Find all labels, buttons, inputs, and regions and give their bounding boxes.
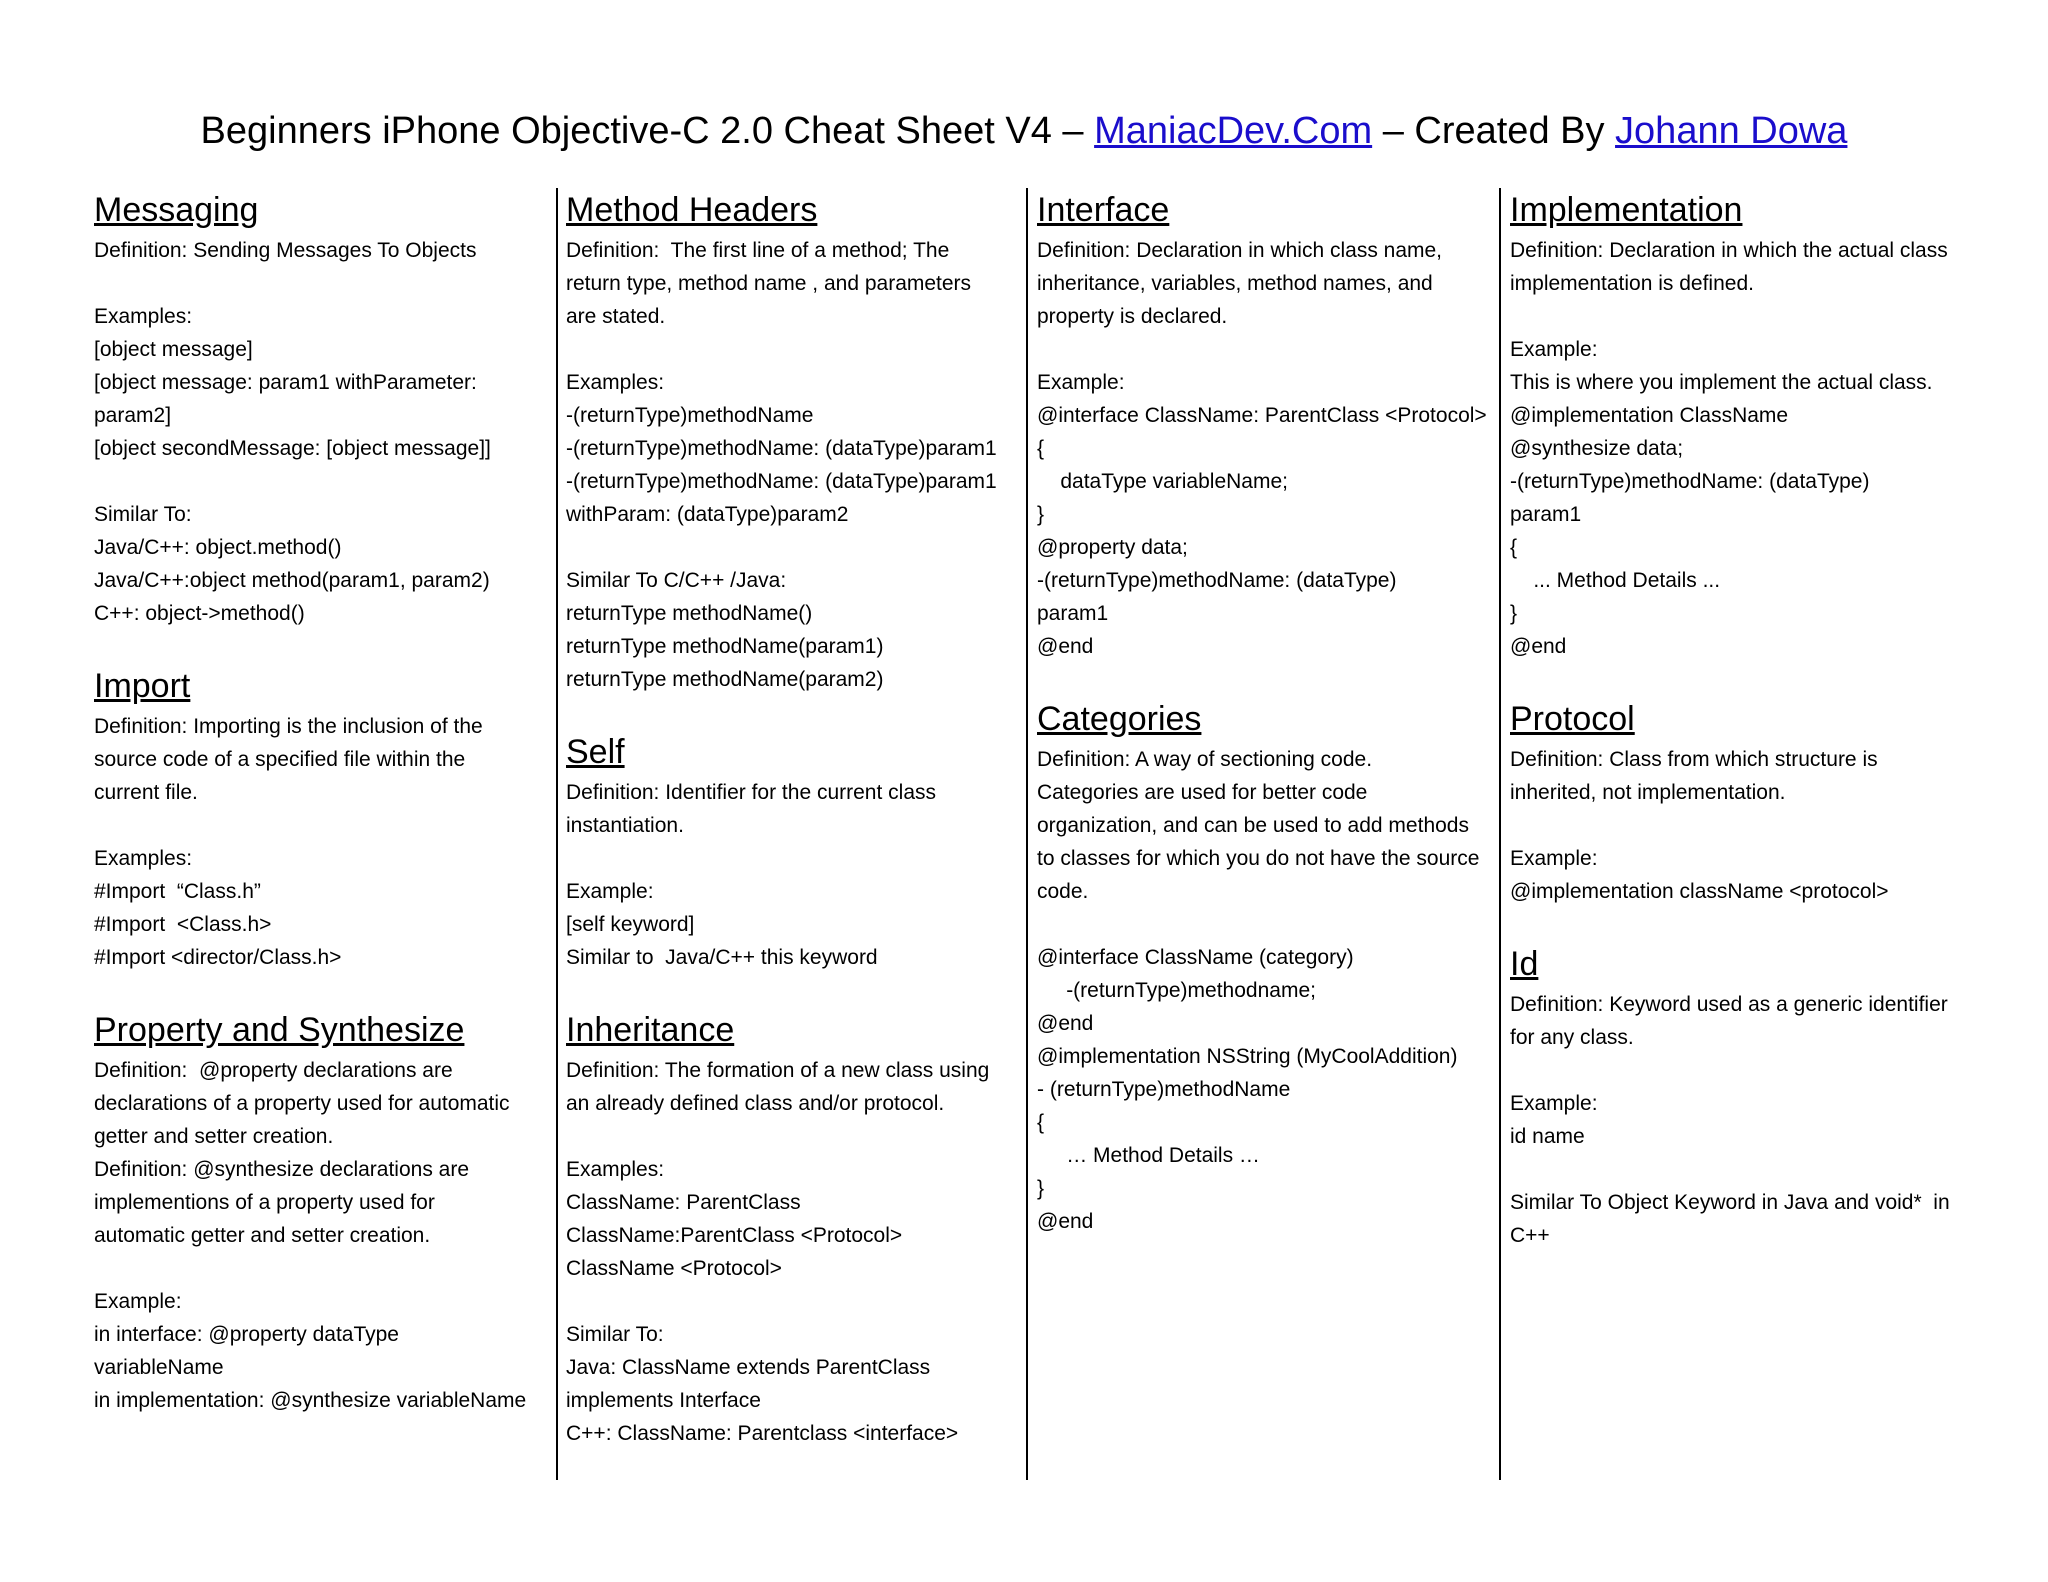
maniacdev-link[interactable]: ManiacDev.Com <box>1094 110 1373 152</box>
text-line: param2] <box>94 404 172 427</box>
text-line: for any class. <box>1510 1026 1634 1049</box>
section-self <box>566 730 1018 974</box>
text-line: C++: ClassName: Parentclass <interface> <box>566 1422 959 1445</box>
text-line: @implementation NSString (MyCoolAddition) <box>1037 1045 1458 1068</box>
text-line: [object message: param1 withParameter: <box>94 371 477 394</box>
section-heading: Self <box>566 733 625 771</box>
text-line: code. <box>1037 880 1089 903</box>
title-middle: – Created By <box>1372 110 1616 152</box>
text-line: source code of a specified file within the <box>94 748 466 771</box>
text-line: Definition: @property declarations are <box>94 1059 453 1082</box>
text-line: - (returnType)methodName <box>1037 1078 1291 1101</box>
blank-line <box>1037 908 1489 941</box>
text-line: Similar To: <box>94 503 192 526</box>
text-line: inherited, not implementation. <box>1510 781 1786 804</box>
text-line: @end <box>1037 635 1094 658</box>
text-line: Definition: @synthesize declarations are <box>94 1158 470 1181</box>
section-heading: Interface <box>1037 191 1170 229</box>
text-line: Examples: <box>94 305 193 328</box>
section-heading: Messaging <box>94 191 259 229</box>
text-line: -(returnType)methodName: (dataType)param1 <box>566 437 997 460</box>
text-line: #Import <director/Class.h> <box>94 946 342 969</box>
text-line: -(returnType)methodName: (dataType) <box>1037 569 1397 592</box>
text-line: -(returnType)methodName <box>566 404 814 427</box>
text-line: dataType variableName; <box>1037 470 1288 493</box>
text-line: Example: <box>1510 338 1598 361</box>
section-heading: Method Headers <box>566 191 818 229</box>
text-line: Java/C++: object.method() <box>94 536 342 559</box>
section-inheritance <box>566 1008 1018 1450</box>
text-line: getter and setter creation. <box>94 1125 334 1148</box>
text-line: Definition: Keyword used as a generic identifier <box>1510 993 1948 1016</box>
blank-line <box>566 333 1018 366</box>
text-line: Examples: <box>94 847 193 870</box>
text-line: returnType methodName(param2) <box>566 668 884 691</box>
section-id <box>1510 942 1962 1252</box>
text-line: to classes for which you do not have the source <box>1037 847 1480 870</box>
column-divider <box>1026 188 1028 1480</box>
title-prefix: Beginners iPhone Objective-C 2.0 Cheat Sheet V4 – <box>200 110 1095 152</box>
text-line: [object message] <box>94 338 253 361</box>
text-line: Examples: <box>566 371 665 394</box>
blank-line <box>566 842 1018 875</box>
text-line: #Import <Class.h> <box>94 913 272 936</box>
text-line: @end <box>1510 635 1567 658</box>
section-heading: Import <box>94 667 191 705</box>
text-line: Definition: A way of sectioning code. <box>1037 748 1373 771</box>
text-line: returnType methodName(param1) <box>566 635 884 658</box>
text-line: in interface: @property dataType <box>94 1323 399 1346</box>
text-line: Definition: Identifier for the current class <box>566 781 937 804</box>
blank-line <box>94 267 546 300</box>
text-line: Examples: <box>566 1158 665 1181</box>
text-line: @interface ClassName: ParentClass <Protocol> <box>1037 404 1487 427</box>
text-line: @property data; <box>1037 536 1188 559</box>
text-line: -(returnType)methodname; <box>1037 979 1316 1002</box>
text-line: Similar To C/C++ /Java: <box>566 569 787 592</box>
section-heading: Inheritance <box>566 1011 735 1049</box>
section-protocol <box>1510 697 1962 908</box>
text-line: C++: object->method() <box>94 602 305 625</box>
section-property-and-synthesize <box>94 1008 546 1417</box>
text-line: … Method Details … <box>1037 1144 1260 1167</box>
text-line: @implementation className <protocol> <box>1510 880 1889 903</box>
text-line: Example: <box>566 880 654 903</box>
text-line: in implementation: @synthesize variableName <box>94 1389 527 1412</box>
text-line: instantiation. <box>566 814 684 837</box>
text-line: automatic getter and setter creation. <box>94 1224 431 1247</box>
blank-line <box>94 1252 546 1285</box>
section-implementation <box>1510 188 1962 663</box>
text-line: Example: <box>1510 1092 1598 1115</box>
text-line: Example: <box>94 1290 182 1313</box>
text-line: [self keyword] <box>566 913 695 936</box>
column-2 <box>566 188 1018 1484</box>
text-line: implementation is defined. <box>1510 272 1754 295</box>
section-import <box>94 664 546 974</box>
text-line: Similar To: <box>566 1323 664 1346</box>
text-line: Definition: Declaration in which class name, <box>1037 239 1443 262</box>
column-1 <box>94 188 546 1451</box>
text-line: organization, and can be used to add methods <box>1037 814 1469 837</box>
text-line: ClassName <Protocol> <box>566 1257 782 1280</box>
text-line: } <box>1510 602 1518 625</box>
text-line: { <box>1510 536 1518 559</box>
text-line: are stated. <box>566 305 666 328</box>
text-line: Definition: Sending Messages To Objects <box>94 239 477 262</box>
text-line: id name <box>1510 1125 1585 1148</box>
text-line: Definition: The first line of a method; The <box>566 239 950 262</box>
text-line: an already defined class and/or protocol. <box>566 1092 945 1115</box>
text-line: #Import “Class.h” <box>94 880 261 903</box>
text-line: @interface ClassName (category) <box>1037 946 1354 969</box>
text-line: implementions of a property used for <box>94 1191 435 1214</box>
text-line: ClassName:ParentClass <Protocol> <box>566 1224 903 1247</box>
section-heading: Property and Synthesize <box>94 1011 465 1049</box>
text-line: } <box>1037 1177 1045 1200</box>
text-line: @synthesize data; <box>1510 437 1684 460</box>
column-4 <box>1510 188 1962 1286</box>
blank-line <box>566 1285 1018 1318</box>
blank-line <box>1037 333 1489 366</box>
text-line: property is declared. <box>1037 305 1228 328</box>
blank-line <box>1510 1153 1962 1186</box>
column-3 <box>1037 188 1489 1272</box>
text-line: returnType methodName() <box>566 602 813 625</box>
page-title <box>0 104 2048 158</box>
text-line: Definition: Class from which structure is <box>1510 748 1878 771</box>
blank-line <box>1510 1054 1962 1087</box>
section-heading: Protocol <box>1510 700 1635 738</box>
section-heading: Id <box>1510 945 1539 983</box>
text-line: @end <box>1037 1012 1094 1035</box>
section-heading: Implementation <box>1510 191 1743 229</box>
section-method-headers <box>566 188 1018 696</box>
text-line: Java/C++:object method(param1, param2) <box>94 569 490 592</box>
text-line: @end <box>1037 1210 1094 1233</box>
text-line: { <box>1037 437 1045 460</box>
text-line: This is where you implement the actual class. <box>1510 371 1933 394</box>
text-line: C++ <box>1510 1224 1550 1247</box>
text-line: ClassName: ParentClass <box>566 1191 801 1214</box>
text-line: Definition: Declaration in which the actual class <box>1510 239 1948 262</box>
column-divider <box>1499 188 1501 1480</box>
text-line: { <box>1037 1111 1045 1134</box>
text-line: Example: <box>1510 847 1598 870</box>
text-line: inheritance, variables, method names, and <box>1037 272 1433 295</box>
section-heading: Categories <box>1037 700 1202 738</box>
text-line: -(returnType)methodName: (dataType)param1 <box>566 470 997 493</box>
author-link[interactable]: Johann Dowa <box>1615 110 1848 152</box>
text-line: return type, method name , and parameters <box>566 272 972 295</box>
blank-line <box>1510 809 1962 842</box>
text-line: -(returnType)methodName: (dataType) <box>1510 470 1870 493</box>
text-line: Similar To Object Keyword in Java and void* in <box>1510 1191 1950 1214</box>
blank-line <box>566 531 1018 564</box>
text-line: [object secondMessage: [object message]] <box>94 437 491 460</box>
blank-line <box>1510 300 1962 333</box>
text-line: Definition: Importing is the inclusion of the <box>94 715 483 738</box>
section-interface <box>1037 188 1489 663</box>
text-line: Java: ClassName extends ParentClass <box>566 1356 931 1379</box>
text-line: current file. <box>94 781 198 804</box>
text-line: } <box>1037 503 1045 526</box>
blank-line <box>94 809 546 842</box>
section-messaging <box>94 188 546 630</box>
text-line: implements Interface <box>566 1389 761 1412</box>
text-line: Categories are used for better code <box>1037 781 1368 804</box>
text-line: param1 <box>1037 602 1109 625</box>
text-line: ... Method Details ... <box>1510 569 1721 592</box>
column-divider <box>556 188 558 1480</box>
text-line: variableName <box>94 1356 224 1379</box>
text-line: param1 <box>1510 503 1582 526</box>
text-line: @implementation ClassName <box>1510 404 1789 427</box>
section-categories <box>1037 697 1489 1238</box>
text-line: withParam: (dataType)param2 <box>566 503 849 526</box>
text-line: declarations of a property used for automatic <box>94 1092 510 1115</box>
text-line: Similar to Java/C++ this keyword <box>566 946 878 969</box>
text-line: Definition: The formation of a new class using <box>566 1059 990 1082</box>
blank-line <box>94 465 546 498</box>
text-line: Example: <box>1037 371 1125 394</box>
blank-line <box>566 1120 1018 1153</box>
